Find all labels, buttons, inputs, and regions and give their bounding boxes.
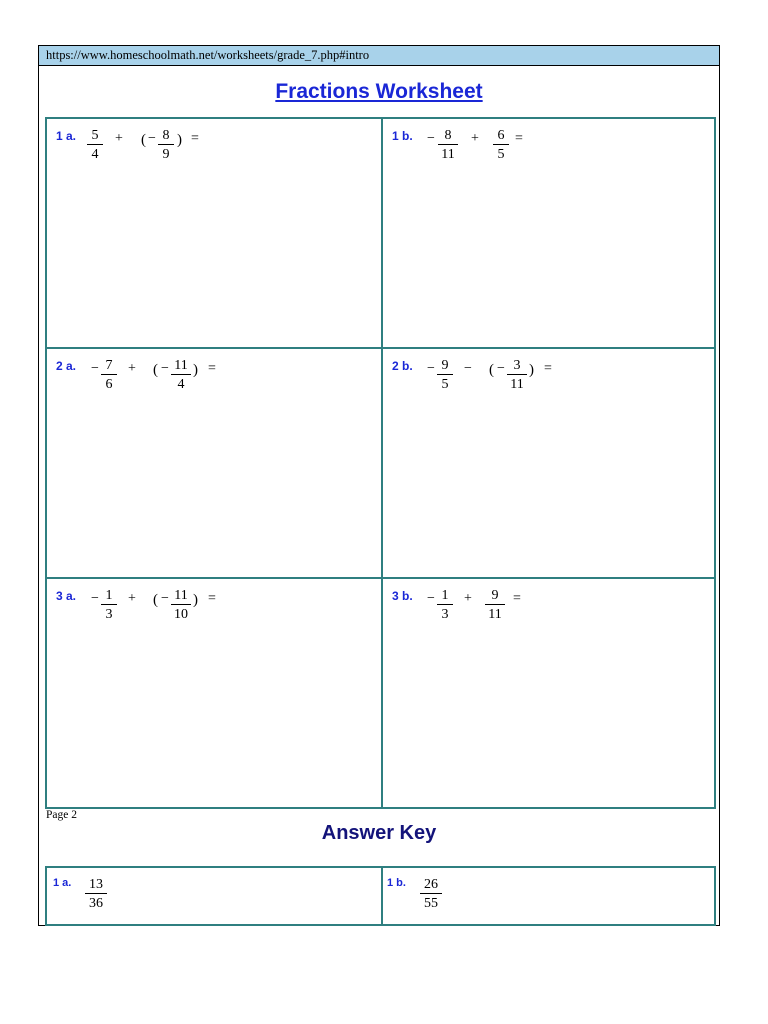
problem-label: 1 b. <box>392 129 413 143</box>
fraction <box>438 127 458 162</box>
problem-cell-2a <box>47 349 381 577</box>
answer-cell-1a <box>47 868 381 924</box>
fraction <box>171 357 191 392</box>
denominator: 55 <box>424 896 438 911</box>
paren-open: ( <box>153 362 158 378</box>
equals-sign: = <box>513 591 521 606</box>
paren-close: ) <box>177 132 182 148</box>
equals-sign: = <box>191 131 199 146</box>
numerator: 11 <box>174 358 188 373</box>
fraction <box>493 127 509 162</box>
answer-label: 1 b. <box>387 877 406 889</box>
denominator: 4 <box>91 147 99 162</box>
equals-sign: = <box>515 131 523 146</box>
operator: − <box>464 361 472 376</box>
answer-key-grid <box>45 866 716 926</box>
answer-cell-1b <box>383 868 714 924</box>
negative-sign: − <box>497 361 505 376</box>
fraction <box>507 357 527 392</box>
problem-cell-2b <box>383 349 714 577</box>
problem-label: 3 a. <box>56 589 77 603</box>
equals-sign: = <box>208 591 216 606</box>
denominator: 9 <box>162 147 170 162</box>
equals-sign: = <box>544 361 552 376</box>
denominator: 3 <box>441 607 449 622</box>
denominator: 3 <box>105 607 113 622</box>
denominator: 5 <box>441 377 449 392</box>
paren-close: ) <box>529 362 534 378</box>
paren-open: ( <box>141 132 146 148</box>
fraction <box>101 357 117 392</box>
fraction <box>485 587 505 622</box>
paren-open: ( <box>489 362 494 378</box>
fraction <box>87 127 103 162</box>
operator: + <box>128 361 136 376</box>
equals-sign: = <box>208 361 216 376</box>
operator: + <box>128 591 136 606</box>
fraction <box>171 587 191 622</box>
numerator: 3 <box>513 358 521 373</box>
problem-cell-3a <box>47 579 381 807</box>
denominator: 10 <box>174 607 188 622</box>
numerator: 8 <box>162 128 170 143</box>
operator: + <box>115 131 123 146</box>
denominator: 4 <box>177 377 185 392</box>
worksheet-page <box>38 45 720 926</box>
url-bar: https://www.homeschoolmath.net/worksheets/grade_7.php#intro <box>39 46 719 66</box>
worksheet-title[interactable]: Fractions Worksheet <box>275 80 483 103</box>
problem-label: 2 b. <box>392 359 413 373</box>
answer-fraction <box>420 876 442 911</box>
denominator: 11 <box>488 607 502 622</box>
denominator: 6 <box>105 377 113 392</box>
negative-sign: − <box>427 591 435 606</box>
numerator: 9 <box>441 358 449 373</box>
paren-close: ) <box>193 362 198 378</box>
answer-fraction <box>85 876 107 911</box>
negative-sign: − <box>91 591 99 606</box>
numerator: 7 <box>105 358 113 373</box>
fraction <box>101 587 117 622</box>
paren-close: ) <box>193 592 198 608</box>
problem-label: 2 a. <box>56 359 77 373</box>
paren-open: ( <box>153 592 158 608</box>
fraction <box>437 587 453 622</box>
numerator: 6 <box>497 128 505 143</box>
page-number: Page 2 <box>46 809 77 821</box>
problem-cell-3b <box>383 579 714 807</box>
operator: + <box>471 131 479 146</box>
problem-cell-1a <box>47 119 381 347</box>
answer-key-title: Answer Key <box>321 822 437 844</box>
negative-sign: − <box>148 131 156 146</box>
negative-sign: − <box>427 131 435 146</box>
fraction <box>158 127 174 162</box>
numerator: 8 <box>444 128 452 143</box>
problem-label: 3 b. <box>392 589 413 603</box>
numerator: 26 <box>424 877 438 892</box>
numerator: 13 <box>89 877 103 892</box>
denominator: 36 <box>89 896 103 911</box>
denominator: 5 <box>497 147 505 162</box>
negative-sign: − <box>161 361 169 376</box>
operator: + <box>464 591 472 606</box>
answer-label: 1 a. <box>53 877 72 889</box>
negative-sign: − <box>427 361 435 376</box>
negative-sign: − <box>91 361 99 376</box>
numerator: 5 <box>91 128 99 143</box>
negative-sign: − <box>161 591 169 606</box>
denominator: 11 <box>510 377 524 392</box>
numerator: 1 <box>105 588 113 603</box>
problem-grid <box>45 117 716 809</box>
numerator: 1 <box>441 588 449 603</box>
problem-cell-1b <box>383 119 714 347</box>
numerator: 11 <box>174 588 188 603</box>
denominator: 11 <box>441 147 455 162</box>
numerator: 9 <box>491 588 499 603</box>
fraction <box>437 357 453 392</box>
problem-label: 1 a. <box>56 129 77 143</box>
